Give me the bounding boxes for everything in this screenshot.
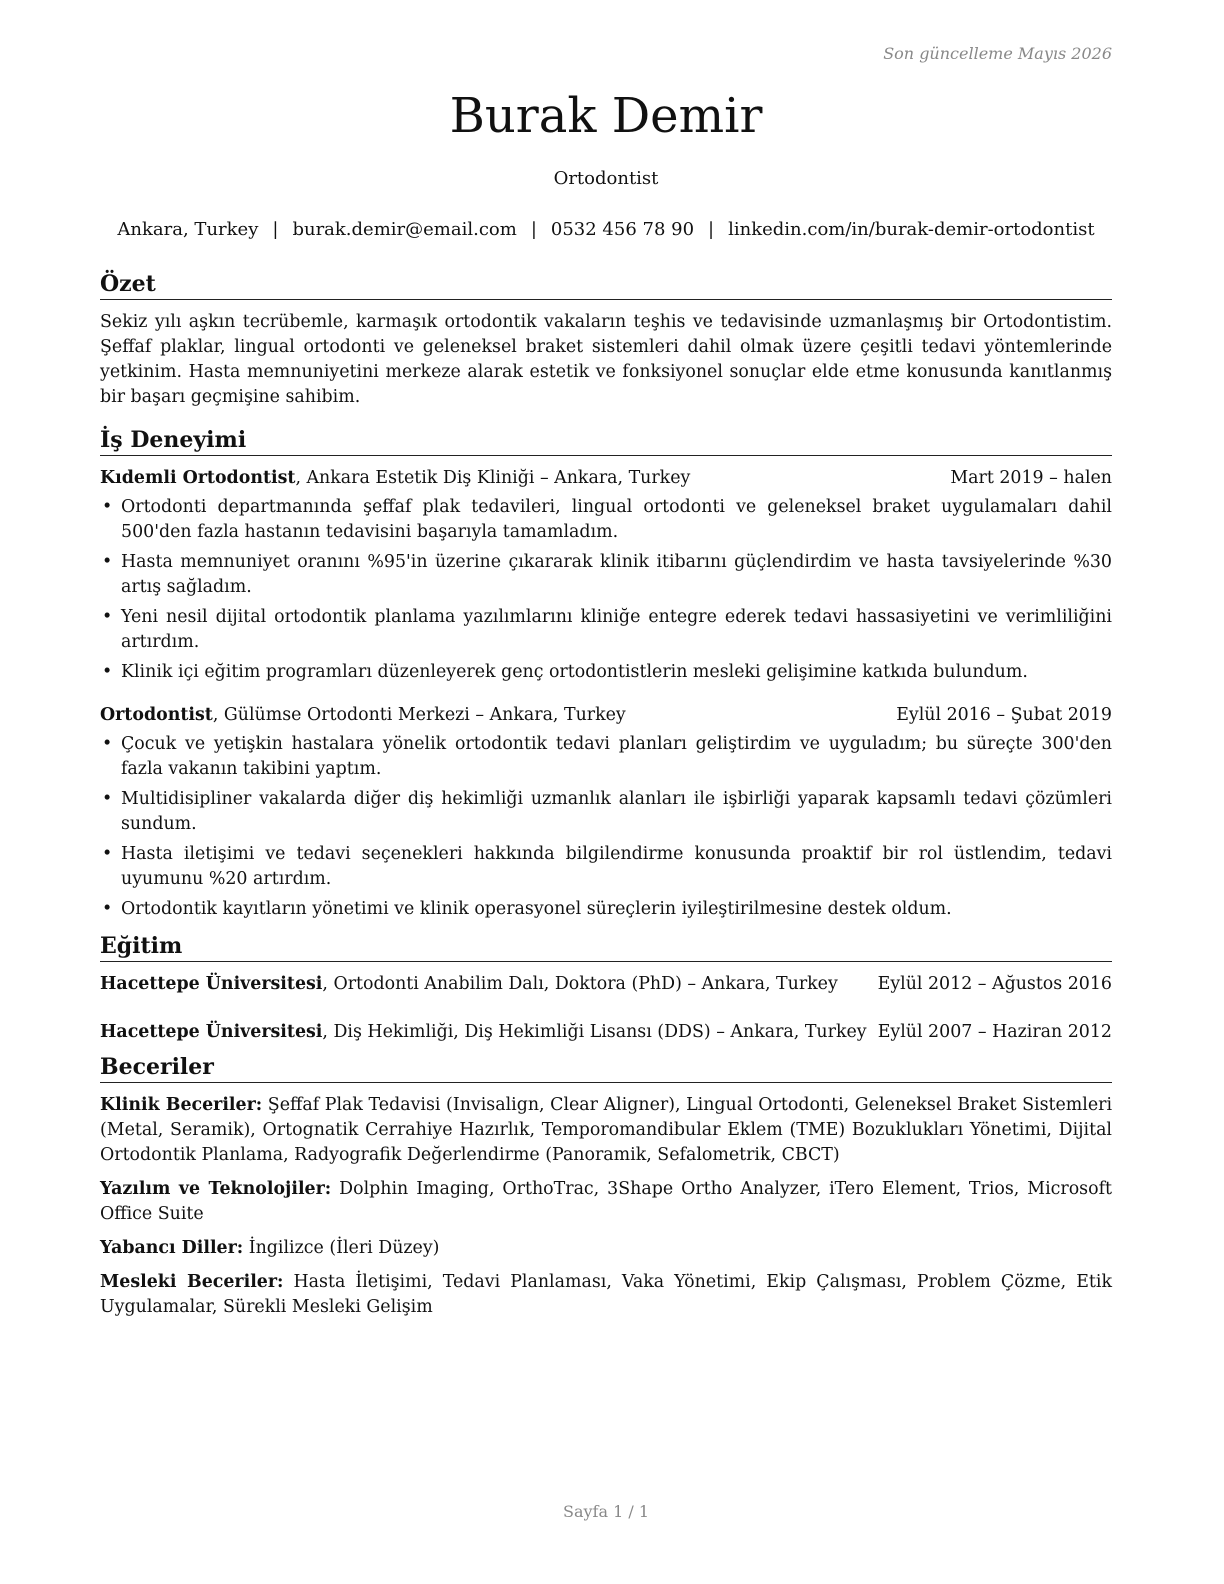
- bullet-text: Hasta memnuniyet oranını %95'in üzerine çıkararak klinik itibarını güçlendirdim ve hasta tavsiyelerinde %30 artış sağladım.: [121, 552, 1112, 597]
- contact-linkedin[interactable]: linkedin.com/in/burak-demir-ortodontist: [728, 219, 1095, 240]
- education-dates: Eylül 2007 – Haziran 2012: [877, 1022, 1112, 1042]
- skill-group: [100, 1177, 1112, 1227]
- bullet-item: [100, 550, 1112, 600]
- bullet-dot-icon: •: [102, 789, 113, 809]
- bullet-dot-icon: •: [102, 607, 113, 627]
- bullet-text: Yeni nesil dijital ortodontik planlama yazılımlarını kliniğe entegre ederek tedavi hassasiyetini ve verimliliğini artırdım.: [121, 607, 1112, 652]
- bullet-dot-icon: •: [102, 844, 113, 864]
- skill-group-label: Yazılım ve Teknolojiler:: [100, 1179, 332, 1199]
- summary-section: [100, 270, 1112, 410]
- job-title-line: [100, 703, 626, 728]
- skill-group: [100, 1093, 1112, 1168]
- job-bullets: [100, 732, 1112, 922]
- skill-group-text: İngilizce (İleri Düzey): [243, 1238, 440, 1258]
- education-detail: , Ortodonti Anabilim Dalı, Doktora (PhD) – Ankara, Turkey: [322, 974, 838, 994]
- contact-separator: |: [530, 219, 537, 240]
- contact-separator: |: [708, 219, 715, 240]
- skill-group-label: Klinik Beceriler:: [100, 1095, 263, 1115]
- bullet-dot-icon: •: [102, 552, 113, 572]
- job-organization: , Gülümse Ortodonti Merkezi – Ankara, Turkey: [212, 705, 626, 725]
- contact-email[interactable]: burak.demir@email.com: [292, 219, 517, 240]
- skill-group-text: Hasta İletişimi, Tedavi Planlaması, Vaka Yönetimi, Ekip Çalışması, Problem Çözme, Etik Uygulamalar, Sürekli Mesleki Gelişim: [100, 1272, 1112, 1317]
- section-heading-education: Eğitim: [100, 932, 1112, 962]
- contact-separator: |: [272, 219, 279, 240]
- job-dates: Eylül 2016 – Şubat 2019: [896, 705, 1112, 725]
- job-entry: [100, 703, 1112, 922]
- education-title-line: [100, 1020, 867, 1045]
- bullet-text: Çocuk ve yetişkin hastalara yönelik ortodontik tedavi planları geliştirdim ve uyguladım; bu süreçte 300'den fazla vakanın takibini yaptım.: [121, 734, 1112, 779]
- skill-group-text: Şeffaf Plak Tedavisi (Invisalign, Clear Aligner), Lingual Ortodonti, Geleneksel Braket Sistemleri (Metal, Seramik), Ortognatik Cerrahiye Hazırlık, Temporomandibular Eklem (TME) Bozuklukları Yönetimi, Dijital Ortodontik Planlama, Radyografik Değerlendirme (Panoramik, Sefalometrik, CBCT): [100, 1095, 1113, 1165]
- section-heading-experience: İş Deneyimi: [100, 426, 1112, 456]
- resume-body: [100, 270, 1112, 1329]
- contact-line: [100, 219, 1112, 240]
- education-school: Hacettepe Üniversitesi: [100, 974, 323, 994]
- education-section: [100, 932, 1112, 1045]
- bullet-dot-icon: •: [102, 497, 113, 517]
- bullet-text: Hasta iletişimi ve tedavi seçenekleri hakkında bilgilendirme konusunda proaktif bir rol üstlendim, tedavi uyumunu %20 artırdım.: [121, 844, 1112, 889]
- job-header: [100, 466, 1112, 491]
- section-heading-skills: Beceriler: [100, 1053, 1112, 1083]
- contact-location: Ankara, Turkey: [117, 219, 259, 240]
- candidate-title: Ortodontist: [553, 168, 659, 189]
- job-role: Ortodontist: [100, 705, 213, 725]
- resume-page: [100, 0, 1112, 1584]
- bullet-item: [100, 787, 1112, 837]
- bullet-text: Klinik içi eğitim programları düzenleyerek genç ortodontistlerin mesleki gelişimine katkıda bulundum.: [121, 662, 1028, 682]
- summary-text: Sekiz yılı aşkın tecrübemle, karmaşık ortodontik vakaların teşhis ve tedavisinde uzmanlaşmış bir Ortodontistim. Şeffaf plaklar, lingual ortodonti ve geleneksel braket sistemleri dahil olmak üzere çeşitli tedavi yöntemlerinde yetkinim. Hasta memnuniyetini merkeze alarak estetik ve fonksiyonel sonuçlar elde etme konusunda kanıtlanmış bir başarı geçmişine sahibim.: [100, 312, 1112, 407]
- skill-group-label: Mesleki Beceriler:: [100, 1272, 284, 1292]
- bullet-item: [100, 732, 1112, 782]
- last-updated-note: Son güncelleme Mayıs 2026: [883, 44, 1112, 63]
- bullet-text: Multidisipliner vakalarda diğer diş hekimliği uzmanlık alanları ile işbirliği yaparak kapsamlı tedavi çözümleri sundum.: [121, 789, 1112, 834]
- bullet-dot-icon: •: [102, 662, 113, 682]
- bullet-text: Ortodontik kayıtların yönetimi ve klinik operasyonel süreçlerin iyileştirilmesine destek oldum.: [121, 899, 952, 919]
- job-organization: , Ankara Estetik Diş Kliniği – Ankara, Turkey: [295, 468, 691, 488]
- skill-group: [100, 1236, 1112, 1261]
- contact-phone[interactable]: 0532 456 78 90: [550, 219, 695, 240]
- job-bullets: [100, 495, 1112, 685]
- bullet-dot-icon: •: [102, 734, 113, 754]
- skill-group-text: Dolphin Imaging, OrthoTrac, 3Shape Ortho Analyzer, iTero Element, Trios, Microsoft Office Suite: [100, 1179, 1112, 1224]
- bullet-item: [100, 897, 1112, 922]
- skill-group-label: Yabancı Diller:: [100, 1238, 244, 1258]
- bullet-item: [100, 495, 1112, 545]
- education-school: Hacettepe Üniversitesi: [100, 1022, 323, 1042]
- page-footer: Sayfa 1 / 1: [562, 1502, 649, 1521]
- bullet-item: [100, 842, 1112, 892]
- education-entry: [100, 1020, 1112, 1045]
- candidate-name: Burak Demir: [449, 88, 763, 144]
- bullet-dot-icon: •: [102, 899, 113, 919]
- education-entry: [100, 972, 1112, 997]
- job-role: Kıdemli Ortodontist: [100, 468, 296, 488]
- job-header: [100, 703, 1112, 728]
- bullet-item: [100, 605, 1112, 655]
- experience-section: [100, 426, 1112, 922]
- education-dates: Eylül 2012 – Ağustos 2016: [877, 974, 1112, 994]
- skill-group: [100, 1270, 1112, 1320]
- job-entry: [100, 466, 1112, 685]
- job-dates: Mart 2019 – halen: [950, 468, 1112, 488]
- education-detail: , Diş Hekimliği, Diş Hekimliği Lisansı (DDS) – Ankara, Turkey: [322, 1022, 867, 1042]
- education-title-line: [100, 972, 838, 997]
- bullet-item: [100, 660, 1112, 685]
- skills-section: [100, 1053, 1112, 1320]
- section-heading-summary: Özet: [100, 270, 1112, 300]
- bullet-text: Ortodonti departmanında şeffaf plak tedavileri, lingual ortodonti ve geleneksel braket uygulamaları dahil 500'den fazla hastanın tedavisini başarıyla tamamladım.: [121, 497, 1112, 542]
- job-title-line: [100, 466, 690, 491]
